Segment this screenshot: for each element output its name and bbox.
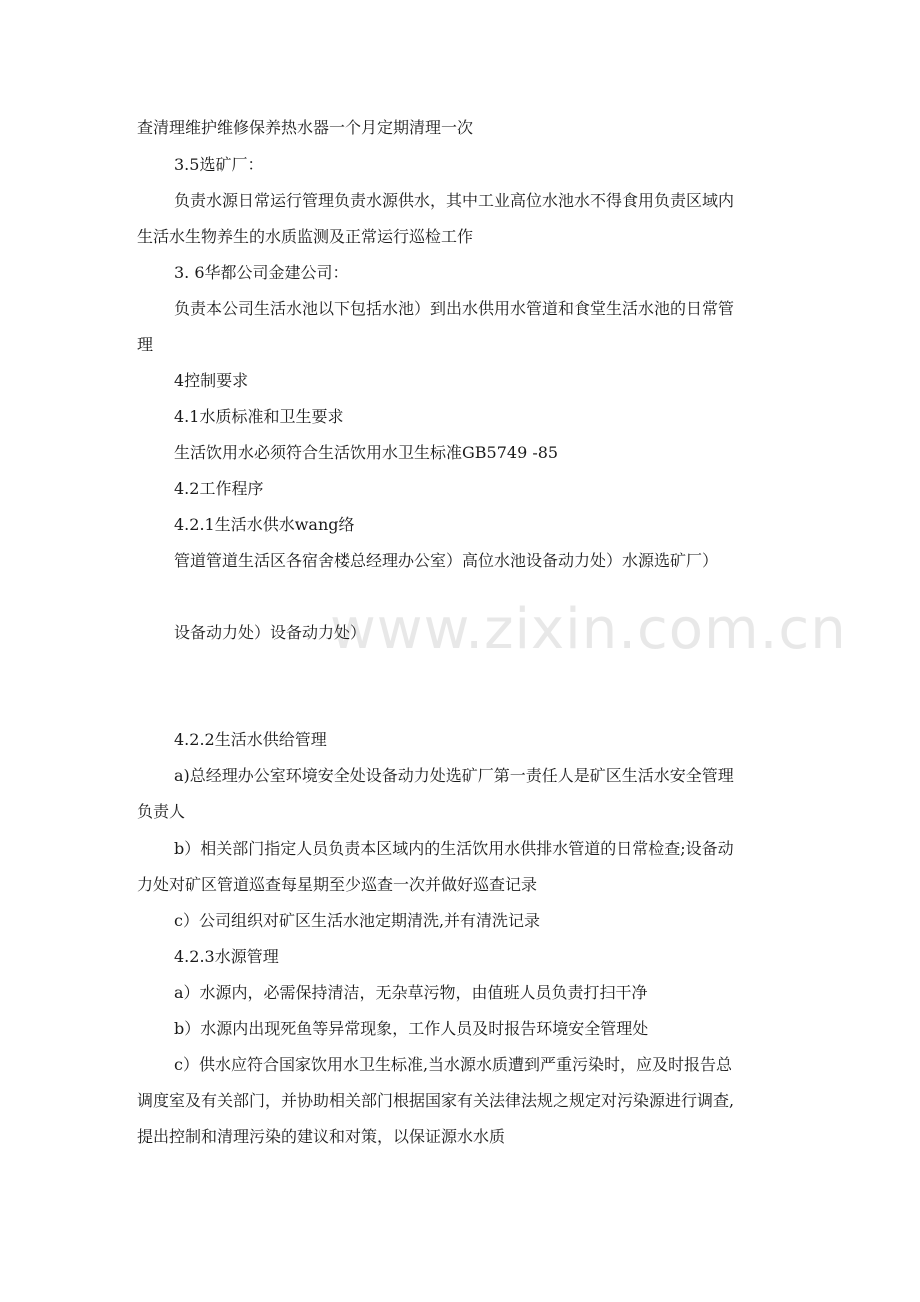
body-line: a)总经理办公室环境安全处设备动力处选矿厂第一责任人是矿区生活水安全管理 [174, 766, 734, 785]
section-heading: 3.5选矿厂： [174, 155, 264, 174]
body-line: c）公司组织对矿区生活水池定期清洗,并有清洗记录 [174, 911, 541, 930]
body-line: c）供水应符合国家饮用水卫生标准,当水源水质遭到严重污染时，应及时报告总 [174, 1055, 733, 1074]
body-line: 力处对矿区管道巡查每星期至少巡查一次并做好巡查记录 [137, 875, 538, 894]
body-line: 负责本公司生活水池以下包括水池）到出水供用水管道和食堂生活水池的日常管 [174, 299, 735, 318]
section-heading: 4.2工作程序 [174, 479, 264, 498]
body-line: 理 [137, 335, 154, 354]
body-line: a）水源内，必需保持清洁，无杂草污物，由值班人员负责打扫干净 [174, 983, 648, 1002]
body-line: 生活饮用水必须符合生活饮用水卫生标准GB5749 -85 [174, 443, 559, 462]
body-line: 设备动力处）设备动力处） [174, 623, 367, 642]
watermark-text: www.zixin.com.cn [330, 597, 847, 662]
body-line: 负责水源日常运行管理负责水源供水，其中工业高位水池水不得食用负责区域内 [174, 191, 735, 210]
body-line: 查清理维护维修保养热水器一个月定期清理一次 [137, 118, 474, 137]
section-heading: 4.1水质标准和卫生要求 [174, 407, 344, 426]
section-heading: 4.2.2生活水供给管理 [174, 730, 327, 749]
section-heading: 4控制要求 [174, 371, 249, 390]
section-heading: 3. 6华都公司金建公司： [174, 263, 349, 282]
body-line: b）水源内出现死鱼等异常现象，工作人员及时报告环境安全管理处 [174, 1019, 649, 1038]
body-line: 调度室及有关部门，并协助相关部门根据国家有关法律法规之规定对污染源进行调查, [137, 1091, 735, 1110]
body-line: 负责人 [137, 802, 186, 821]
body-line: 生活水生物养生的水质监测及正常运行巡检工作 [137, 227, 474, 246]
section-heading: 4.2.3水源管理 [174, 947, 279, 966]
body-line: b）相关部门指定人员负责本区域内的生活饮用水供排水管道的日常检查;设备动 [174, 839, 734, 858]
body-line: 管道管道生活区各宿舍楼总经理办公室）高位水池设备动力处）水源选矿厂） [174, 551, 719, 570]
section-heading: 4.2.1生活水供水wang络 [174, 515, 355, 534]
body-line: 提出控制和清理污染的建议和对策，以保证源水水质 [137, 1127, 506, 1146]
